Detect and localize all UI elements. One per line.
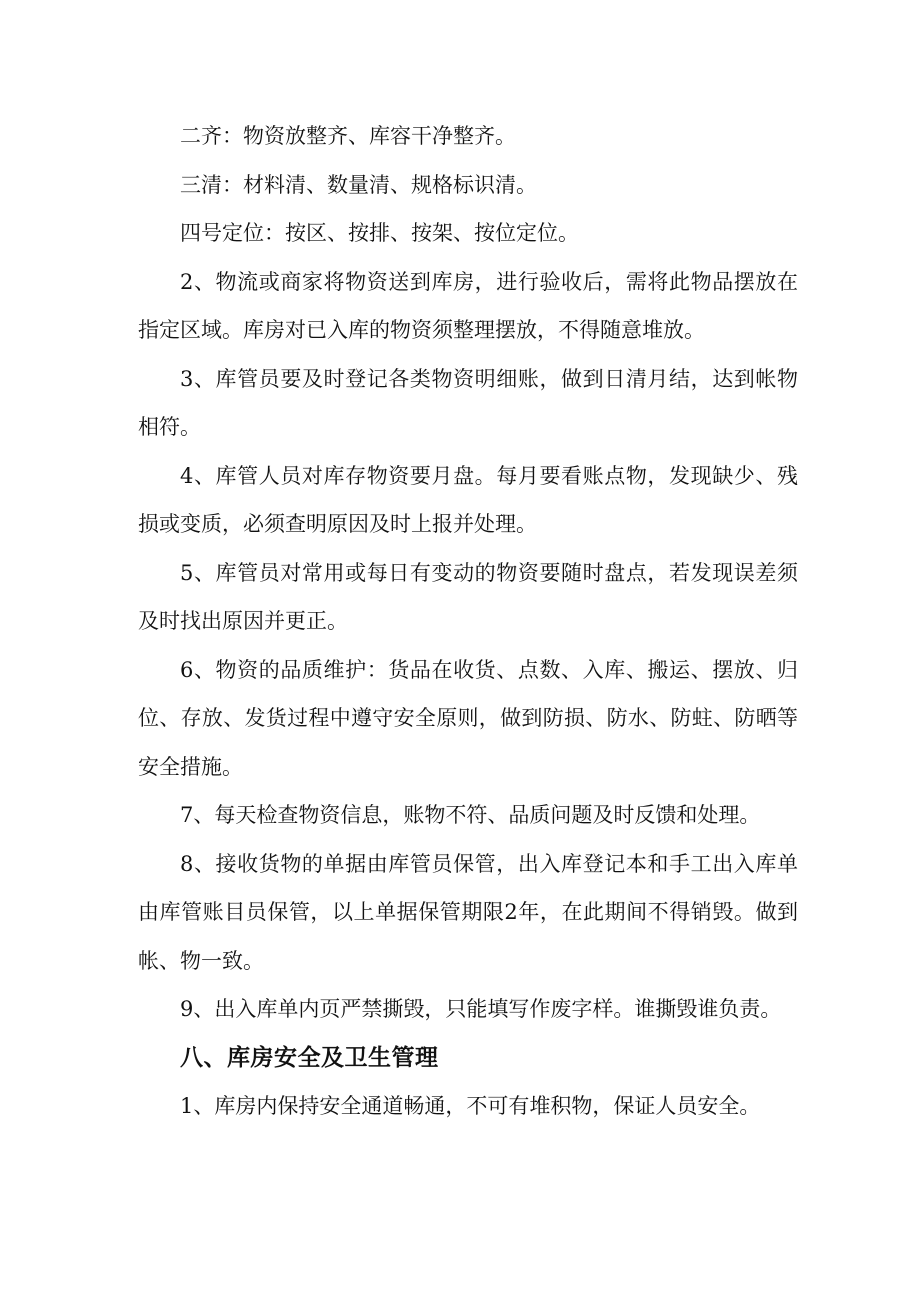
paragraph-7: 7、每天检查物资信息，账物不符、品质问题及时反馈和处理。 (180, 803, 761, 827)
rule-line-sihao: 四号定位：按区、按排、按架、按位定位。 (180, 221, 579, 245)
paragraph-8: 8、接收货物的单据由库管员保管，出入库登记本和手工出入库单由库管账目员保管，以上单据保管期限2年，在此期间不得销毁。做到帐、物一致。 (138, 851, 798, 973)
paragraph-5: 5、库管员对常用或每日有变动的物资要随时盘点，若发现误差须及时找出原因并更正。 (138, 560, 798, 633)
paragraph-2: 2、物流或商家将物资送到库房，进行验收后，需将此物品摆放在指定区域。库房对已入库的物资须整理摆放，不得随意堆放。 (138, 269, 798, 342)
paragraph-6: 6、物资的品质维护：货品在收货、点数、入库、搬运、摆放、归位、存放、发货过程中遵守安全原则，做到防损、防水、防蛀、防晒等安全措施。 (138, 657, 798, 779)
paragraph-3: 3、库管员要及时登记各类物资明细账，做到日清月结，达到帐物相符。 (138, 366, 798, 439)
rule-line-erqi: 二齐：物资放整齐、库容干净整齐。 (180, 124, 516, 148)
document-body (138, 112, 798, 1131)
section-paragraph-1: 1、库房内保持安全通道畅通，不可有堆积物，保证人员安全。 (180, 1094, 761, 1118)
paragraph-4: 4、库管人员对库存物资要月盘。每月要看账点物，发现缺少、残损或变质，必须查明原因及时上报并处理。 (138, 463, 798, 536)
rule-line-sanqing: 三清：材料清、数量清、规格标识清。 (180, 172, 537, 197)
section-heading: 八、库房安全及卫生管理 (180, 1044, 439, 1071)
paragraph-9: 9、出入库单内页严禁撕毁，只能填写作废字样。谁撕毁谁负责。 (180, 997, 782, 1021)
